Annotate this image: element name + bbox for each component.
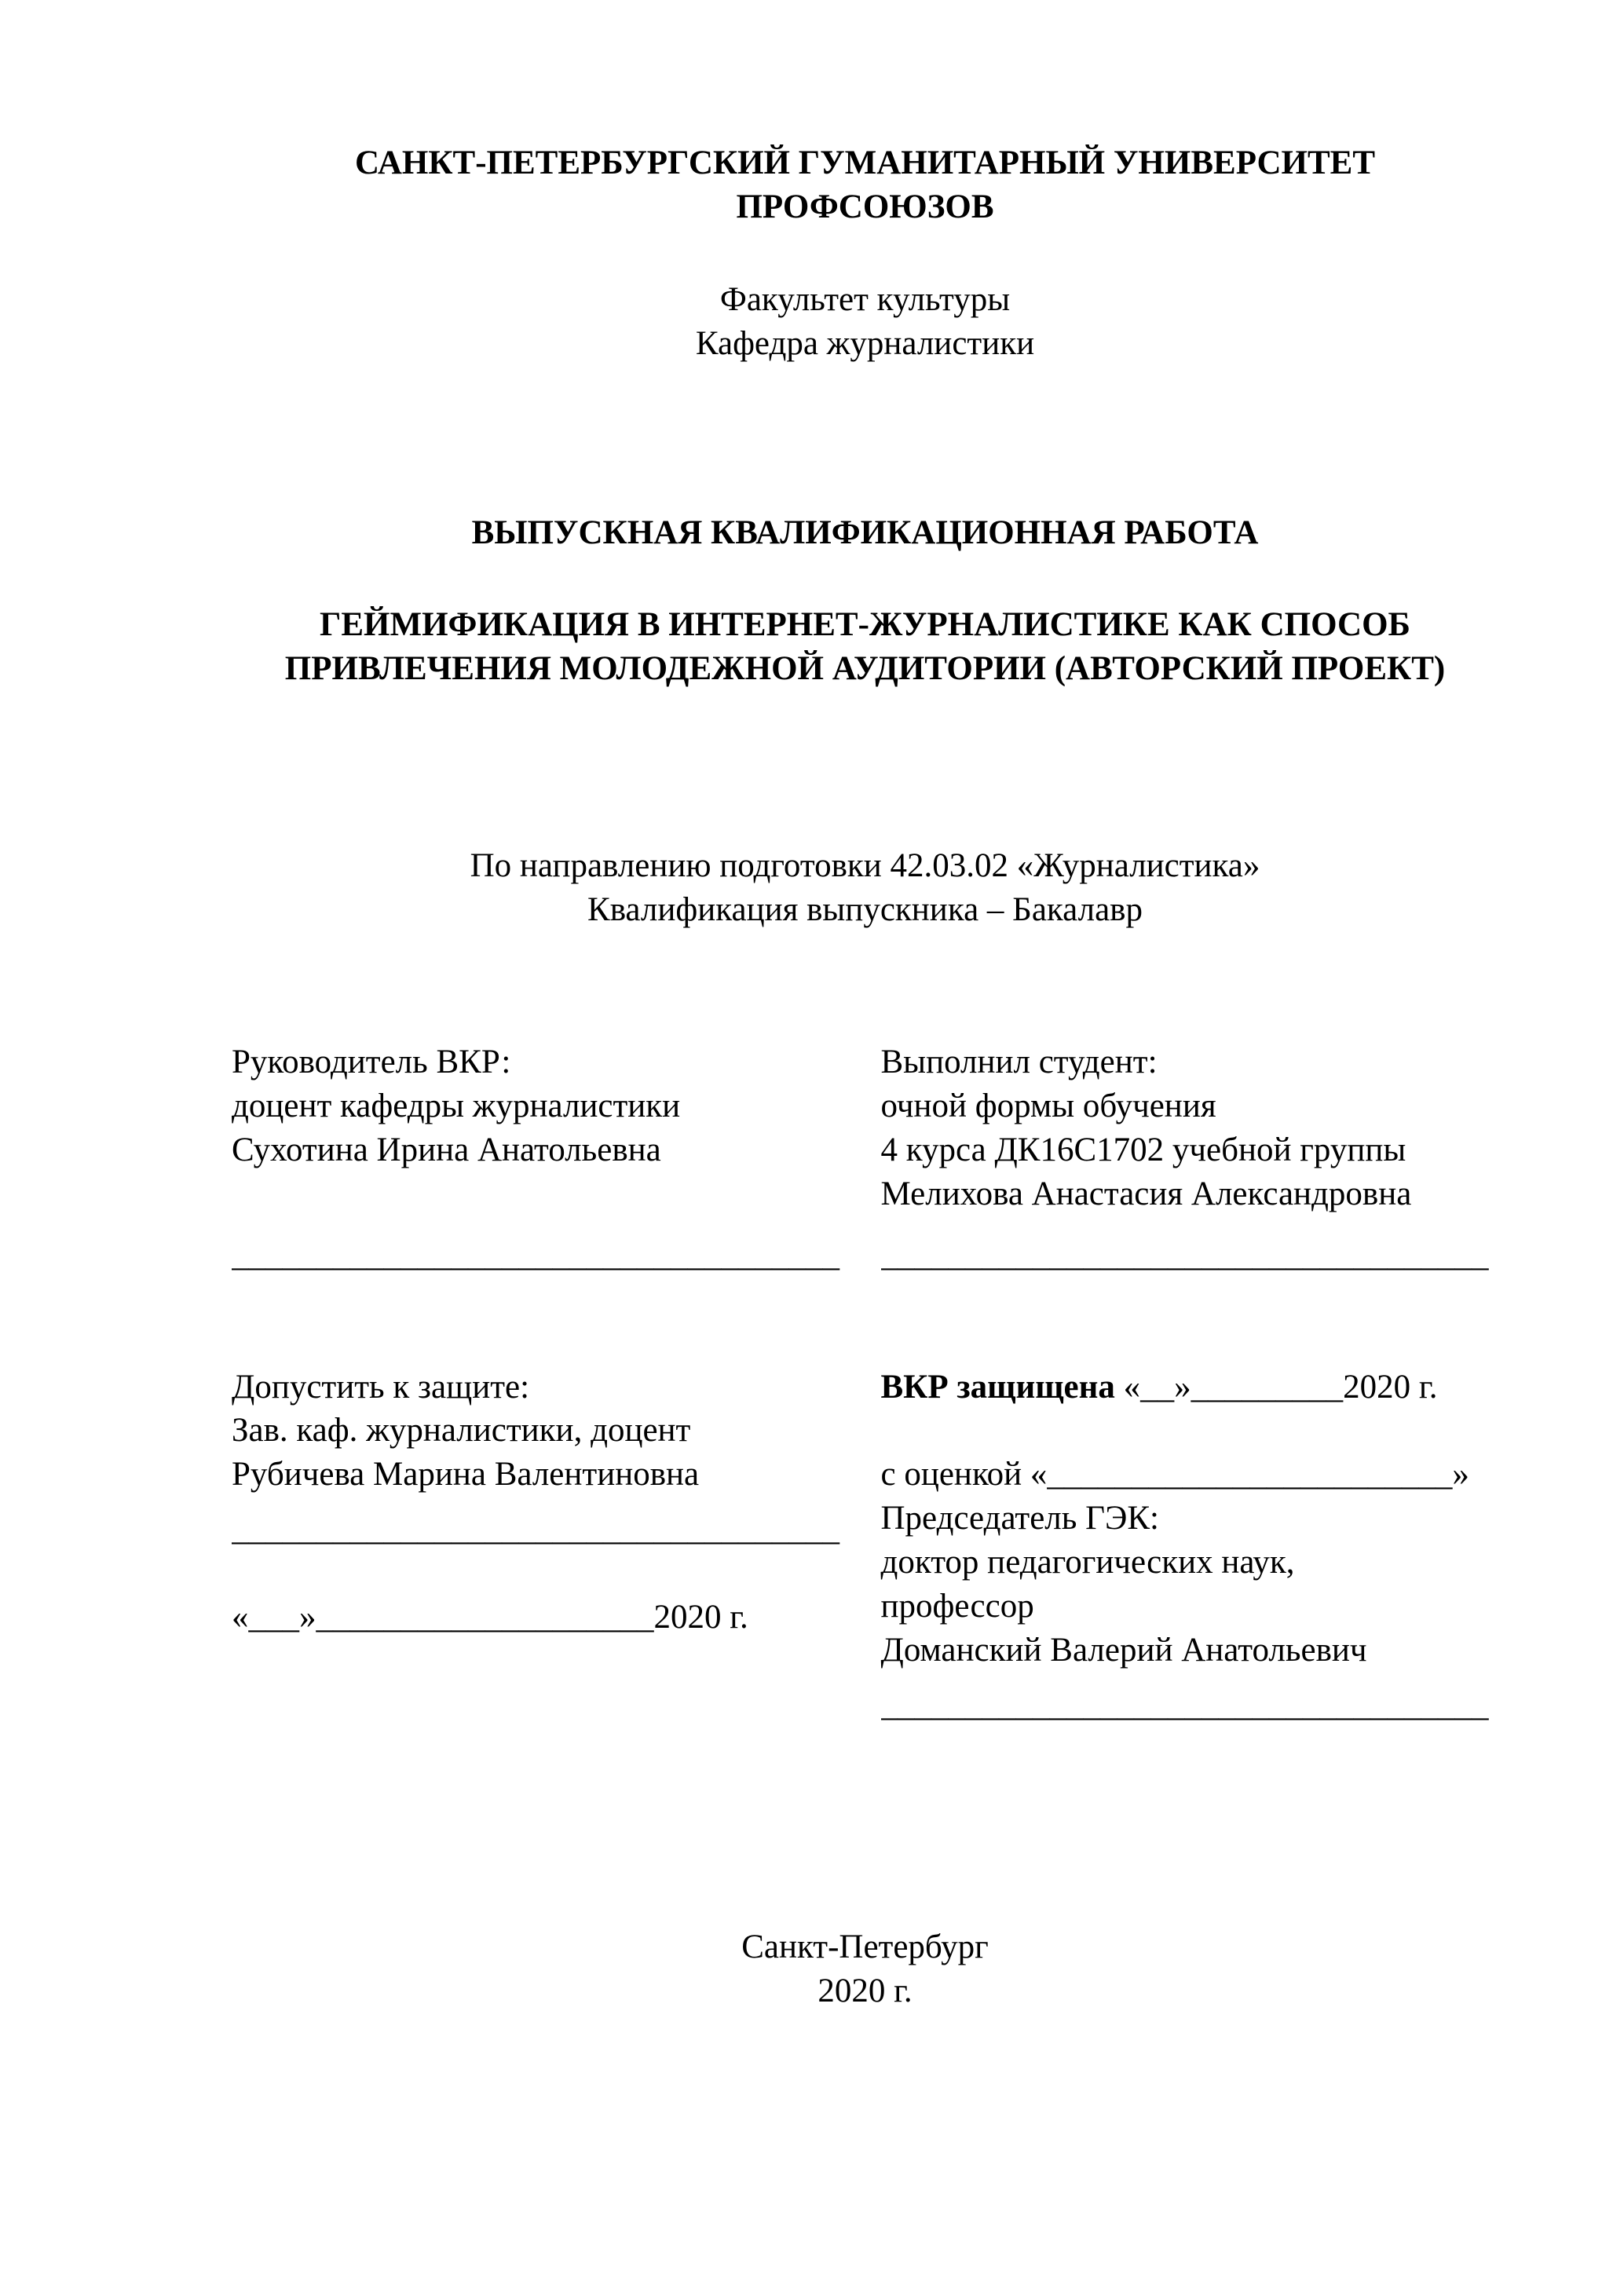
defense-grade-line: с оценкой «________________________»: [880, 1456, 1469, 1493]
supervisor-position: доцент кафедры журналистики: [232, 1087, 681, 1124]
defense-date-label: ВКР защищена: [880, 1368, 1115, 1406]
program-info: [232, 844, 1498, 932]
student-label: Выполнил студент:: [880, 1044, 1158, 1081]
footer-city: Санкт-Петербург: [741, 1928, 989, 1965]
defense-column: [881, 1366, 1499, 1727]
qualification: Квалификация выпускника – Бакалавр: [587, 891, 1143, 929]
defense-date-blank: «__»_________2020 г.: [1114, 1368, 1438, 1406]
faculty-line: Факультет культуры: [719, 280, 1011, 318]
work-type-heading: ВЫПУСКНАЯ КВАЛИФИКАЦИОННАЯ РАБОТА: [471, 514, 1259, 551]
university-name: [232, 141, 1498, 229]
university-name-line2: ПРОФСОЮЗОВ: [736, 188, 994, 225]
admission-position: Зав. каф. журналистики, доцент: [232, 1412, 691, 1450]
supervisor-name: Сухотина Ирина Анатольевна: [232, 1131, 661, 1168]
student-group: 4 курса ДК16С1702 учебной группы: [880, 1131, 1406, 1168]
affiliation: [232, 278, 1498, 366]
admission-date-line: «___»____________________2020 г.: [232, 1599, 748, 1636]
department-line: Кафедра журналистики: [695, 324, 1035, 362]
footer: [232, 1925, 1498, 2013]
program-direction: По направлению подготовки 42.03.02 «Журналистика»: [470, 847, 1260, 885]
defense-date-line: [881, 1366, 1499, 1409]
chair-rank: профессор: [880, 1588, 1034, 1625]
thesis-title: ГЕЙМИФИКАЦИЯ В ИНТЕРНЕТ-ЖУРНАЛИСТИКЕ КАК СПОСОБ ПРИВЛЕЧЕНИЯ МОЛОДЕЖНОЙ АУДИТОРИИ (АВТОРСКИЙ ПРОЕКТ): [284, 606, 1446, 688]
supervisor-student-block: [232, 1040, 1498, 1278]
admission-label: Допустить к защите:: [232, 1368, 530, 1406]
university-name-line1: САНКТ-ПЕТЕРБУРГСКИЙ ГУМАНИТАРНЫЙ УНИВЕРСИТЕТ: [354, 144, 1376, 181]
chair-signature-line: ____________________________________: [880, 1686, 1489, 1724]
student-name: Мелихова Анастасия Александровна: [880, 1175, 1412, 1212]
student-column: [881, 1040, 1499, 1278]
supervisor-label: Руководитель ВКР:: [232, 1044, 511, 1081]
chair-name: Доманский Валерий Анатольевич: [880, 1632, 1367, 1669]
student-study-form: очной формы обучения: [880, 1087, 1216, 1124]
footer-year: 2020 г.: [817, 1972, 913, 2009]
admission-column: [232, 1366, 850, 1727]
chair-label: Председатель ГЭК:: [880, 1500, 1159, 1537]
supervisor-column: [232, 1040, 850, 1278]
supervisor-signature-line: ____________________________________: [232, 1236, 839, 1274]
admission-name: Рубичева Марина Валентиновна: [232, 1456, 700, 1493]
student-signature-line: ____________________________________: [880, 1236, 1489, 1274]
chair-degree: доктор педагогических наук,: [880, 1544, 1295, 1581]
admission-signature-line: ____________________________________: [232, 1511, 839, 1548]
admission-defense-block: [232, 1366, 1498, 1727]
